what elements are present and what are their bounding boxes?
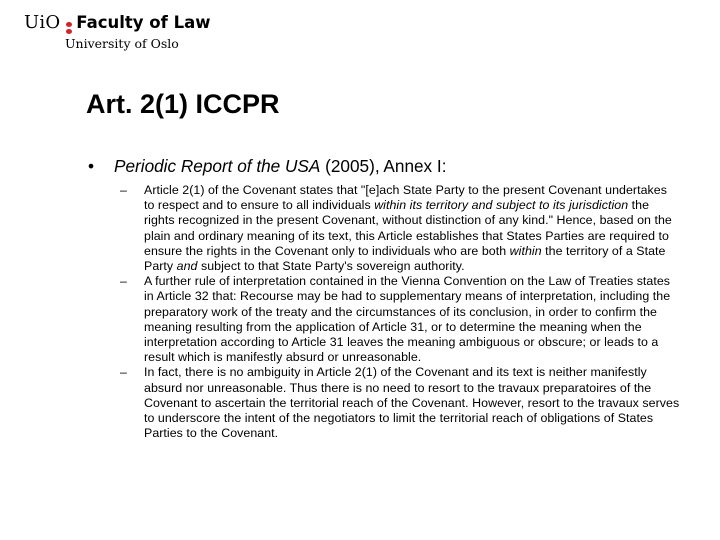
logo-uio-text: UiO	[24, 12, 61, 33]
sub-bullet-text: In fact, there is no ambiguity in Article 2(1) of the Covenant and its text is neither manifestly absurd nor unreasonable. Thus there is no need to resort to the travaux preparatoires of the Covenant to ascertain the territorial reach of the Covenant. However, resort to the travaux serves to underscore the intent of the negotiators to limit the territorial reach of obligations of States Parties to the Covenant.	[144, 365, 680, 441]
bullet-source-detail: (2005), Annex I:	[320, 156, 447, 176]
faculty-logo	[24, 12, 211, 52]
main-bullet	[88, 156, 446, 177]
sub-bullet-marker: –	[120, 365, 127, 380]
text-span: the territory of a State Party	[144, 243, 666, 274]
sub-bullet-marker: –	[120, 274, 127, 289]
bullet-source-title: Periodic Report of the USA	[114, 156, 321, 176]
sub-bullet-list	[120, 183, 680, 441]
sub-bullet-text	[144, 183, 680, 274]
emphasis-span: within its territory and subject to its jurisdiction	[374, 198, 629, 213]
emphasis-span: within	[509, 243, 542, 258]
text-span: the rights recognized in the present Covenant, without distinction of any kind." Hence, based on the plain and ordinary meaning of its text, this Article establishes that States Parties are required to ensure the rights in the Covenant only to individuals who are both	[144, 198, 672, 258]
sub-bullet-article-2	[120, 183, 680, 274]
slide-title: Art. 2(1) ICCPR	[86, 89, 280, 119]
bullet-text	[114, 156, 446, 176]
bullet-marker: •	[88, 156, 95, 176]
text-span: subject to that State Party's sovereign authority.	[197, 259, 465, 274]
emphasis-span: and	[176, 259, 198, 274]
sub-bullet-vienna-convention	[120, 274, 680, 365]
logo-university-name: University of Oslo	[65, 36, 179, 51]
logo-colon-icon	[66, 22, 72, 34]
logo-faculty-name: Faculty of Law	[76, 13, 211, 32]
sub-bullet-text: A further rule of interpretation contained in the Vienna Convention on the Law of Treaties states in Article 32 that: Recourse may be had to supplementary means of interpretation, including the preparatory work of the treaty and the circumstances of its conclusion, in order to confirm the meaning resulting from the application of Article 31, or to determine the meaning when the interpretation according to Article 31 leaves the meaning ambiguous or obscure; or leads to a result which is manifestly absurd or unreasonable.	[144, 274, 671, 365]
sub-bullet-marker: –	[120, 183, 127, 197]
sub-bullet-no-ambiguity	[120, 365, 680, 441]
text-span: Article 2(1) of the Covenant states that "[e]ach State Party to the present Covenant undertakes to respect and to ensure to all individuals	[144, 183, 667, 213]
logo-top-line	[24, 12, 211, 35]
